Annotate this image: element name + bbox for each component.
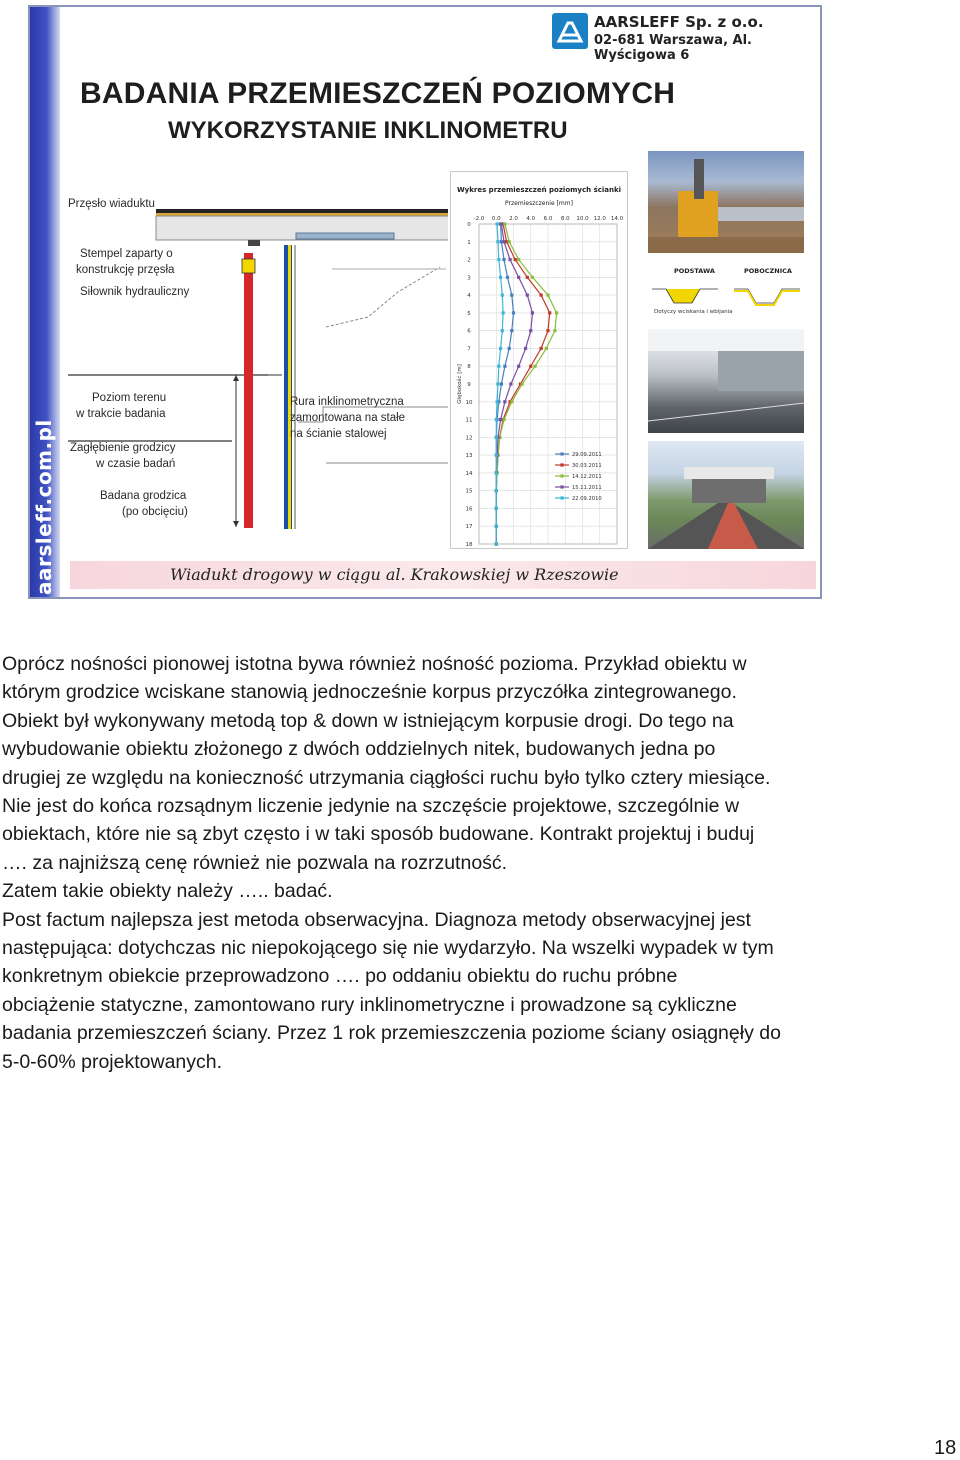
label-pipe-line3: na ścianie stalowej bbox=[290, 428, 387, 440]
x-tick-label: -2.0 bbox=[473, 216, 485, 222]
body-text bbox=[2, 650, 932, 1076]
data-point bbox=[524, 347, 527, 350]
y-tick-label: 10 bbox=[465, 399, 473, 406]
label-pipe-line1: Rura inklinometryczna bbox=[290, 396, 404, 408]
data-point bbox=[503, 365, 506, 368]
data-point bbox=[495, 418, 498, 421]
y-tick-label: 3 bbox=[467, 275, 471, 282]
bearing-block bbox=[248, 240, 260, 246]
data-point bbox=[495, 525, 498, 528]
data-point bbox=[531, 311, 534, 314]
text-line: konkretnym obiekcie przeprowadzono …. po oddaniu obiektu do ruchu próbne bbox=[2, 965, 678, 988]
data-point bbox=[508, 258, 511, 261]
y-tick-label: 12 bbox=[465, 435, 473, 442]
y-axis-label: Głębokość [m] bbox=[457, 364, 463, 404]
x-tick-label: 4.0 bbox=[526, 216, 536, 222]
label-prop-line1: Stempel zaparty o bbox=[80, 248, 173, 260]
data-point bbox=[502, 418, 505, 421]
label-embed-line2: w czasie badań bbox=[96, 458, 176, 470]
text-line: Nie jest do końca rozsądnym liczenie jedynie na szczęście projektowe, szczególnie w bbox=[2, 795, 740, 818]
data-point bbox=[510, 400, 513, 403]
y-tick-label: 1 bbox=[467, 239, 471, 246]
text-line: badania przemieszczeń ściany. Przez 1 rok przemieszczenia poziome ściany osiągnęły do bbox=[2, 1022, 781, 1045]
data-point bbox=[517, 258, 520, 261]
data-point bbox=[497, 365, 500, 368]
data-point bbox=[501, 329, 504, 332]
photo-pile-driving-rig bbox=[648, 151, 804, 253]
y-tick-label: 0 bbox=[467, 222, 471, 228]
data-point bbox=[509, 382, 512, 385]
label-jack: Siłownik hydrauliczny bbox=[80, 286, 190, 298]
data-point bbox=[496, 400, 499, 403]
legend-marker bbox=[560, 452, 563, 455]
label-ground-line1: Poziom terenu bbox=[92, 392, 167, 404]
y-tick-label: 15 bbox=[465, 488, 473, 495]
data-point bbox=[506, 276, 509, 279]
company-name: AARSLEFF Sp. z o.o. bbox=[594, 13, 764, 31]
y-tick-label: 6 bbox=[467, 328, 471, 335]
data-point bbox=[526, 294, 529, 297]
text-line: Zatem takie obiekty należy ….. badać. bbox=[2, 880, 333, 903]
data-point bbox=[495, 489, 498, 492]
temporary-strut bbox=[296, 233, 394, 239]
legend-entry: 22.09.2010 bbox=[572, 496, 602, 502]
data-point bbox=[545, 347, 548, 350]
data-point bbox=[546, 329, 549, 332]
text-line: Obiekt był wykonywany metodą top & down w istniejącym korpusie drogi. Do tego na bbox=[2, 709, 734, 732]
data-point bbox=[529, 365, 532, 368]
text-line: obciążenie statyczne, zamontowano rury inklinometryczne i prowadzone są cykliczne bbox=[2, 993, 737, 1016]
text-line: …. za najniższą cenę również nie pozwala na rozrzutność. bbox=[2, 851, 508, 874]
label-pipe-line2: zamontowana na stałe bbox=[290, 412, 406, 424]
inclinometer-chart bbox=[450, 171, 628, 549]
slide-title: BADANIA PRZEMIESZCZEŃ POZIOMYCH bbox=[80, 77, 676, 110]
photo-underpass-interior bbox=[648, 329, 804, 433]
hydraulic-jack bbox=[242, 259, 255, 273]
data-point bbox=[496, 240, 499, 243]
data-point bbox=[495, 542, 498, 545]
label-pile-line2: (po obcięciu) bbox=[122, 506, 188, 518]
site-url-vertical: aarsleff.com.pl bbox=[32, 419, 56, 595]
data-point bbox=[495, 471, 498, 474]
y-tick-label: 14 bbox=[465, 470, 473, 477]
label-pile-line1: Badana grodzica bbox=[100, 490, 187, 502]
text-line: którym grodzice wciskane stanowią jednocześnie korpus przyczółka zintegrowanego. bbox=[2, 681, 737, 704]
slide-subtitle: WYKORZYSTANIE INKLINOMETRU bbox=[168, 117, 568, 144]
y-tick-label: 4 bbox=[467, 293, 471, 300]
x-tick-label: 6.0 bbox=[543, 216, 553, 222]
data-point bbox=[510, 294, 513, 297]
text-line: Post factum najlepsza jest metoda obserwacyjna. Diagnoza metody obserwacyjnej jest bbox=[2, 908, 751, 931]
data-point bbox=[531, 276, 534, 279]
text-line: obiektach, które nie są zbyt często i w taki sposób budowane. Kontrakt projektuj i buduj bbox=[2, 823, 755, 846]
legend-marker bbox=[560, 496, 563, 499]
abutment-cross-section-diagram bbox=[68, 167, 448, 537]
chart-title: Wykres przemieszczeń poziomych ścianki bbox=[456, 186, 622, 194]
data-point bbox=[501, 294, 504, 297]
data-point bbox=[503, 222, 506, 225]
bridge-deck-top bbox=[156, 209, 448, 213]
label-ground-line2: w trakcie badania bbox=[76, 408, 166, 420]
data-point bbox=[508, 347, 511, 350]
data-point bbox=[495, 507, 498, 510]
sheet-pile-profile-icon bbox=[648, 283, 804, 309]
data-point bbox=[529, 329, 532, 332]
data-point bbox=[495, 436, 498, 439]
sheet-pile-caption: Dotyczy wciskania i wbijania bbox=[654, 309, 733, 315]
data-point bbox=[555, 311, 558, 314]
data-point bbox=[546, 294, 549, 297]
legend-entry: 15.11.2011 bbox=[572, 485, 602, 491]
data-point bbox=[526, 276, 529, 279]
chart-x-axis-title: Przemieszczenie [mm] bbox=[505, 200, 573, 207]
x-tick-label: 10.0 bbox=[576, 216, 589, 222]
slide-caption: Wiadukt drogowy w ciągu al. Krakowskiej w Rzeszowie bbox=[170, 565, 619, 584]
data-point bbox=[502, 240, 505, 243]
data-point bbox=[512, 311, 515, 314]
y-tick-label: 13 bbox=[465, 453, 473, 460]
y-tick-label: 17 bbox=[465, 524, 473, 531]
legend-entry: 14.12.2011 bbox=[572, 474, 602, 480]
legend-marker bbox=[560, 474, 563, 477]
legend-entry: 30.03.2011 bbox=[572, 463, 602, 469]
data-point bbox=[502, 311, 505, 314]
x-tick-label: 2.0 bbox=[509, 216, 518, 222]
y-tick-label: 2 bbox=[467, 257, 471, 264]
label-bridge-span: Przęsło wiaduktu bbox=[68, 198, 155, 210]
text-line: następująca: dotychczas nic niepokojącego się nie wydarzyło. Na wszelki wypadek w tym bbox=[2, 937, 774, 960]
text-line: 5-0-60% projektowanych. bbox=[2, 1050, 223, 1073]
data-point bbox=[533, 365, 536, 368]
data-point bbox=[517, 365, 520, 368]
data-point bbox=[500, 382, 503, 385]
data-point bbox=[540, 294, 543, 297]
data-point bbox=[496, 382, 499, 385]
photo-viaduct-road bbox=[648, 441, 804, 549]
data-point bbox=[521, 382, 524, 385]
data-point bbox=[497, 258, 500, 261]
x-tick-label: 0.0 bbox=[491, 216, 501, 222]
x-tick-label: 8.0 bbox=[560, 216, 570, 222]
page-number: 18 bbox=[934, 1437, 957, 1459]
text-line: wybudowanie obiektu złożonego z dwóch oddzielnych nitek, budowanych jedna po bbox=[2, 738, 716, 761]
data-point bbox=[499, 276, 502, 279]
company-address: 02-681 Warszawa, Al. Wyścigowa 6 bbox=[594, 33, 752, 63]
data-point bbox=[496, 222, 499, 225]
label-sheet-side: POBOCZNICA bbox=[744, 267, 792, 275]
data-point bbox=[499, 418, 502, 421]
y-tick-label: 9 bbox=[467, 382, 471, 388]
slope-line bbox=[326, 267, 440, 327]
y-tick-label: 16 bbox=[465, 506, 473, 513]
inclinometer-pipe bbox=[288, 245, 291, 529]
x-tick-label: 12.0 bbox=[593, 216, 606, 222]
y-tick-label: 5 bbox=[467, 310, 471, 317]
chart-plot-area bbox=[451, 172, 629, 550]
data-point bbox=[499, 347, 502, 350]
data-point bbox=[517, 276, 520, 279]
data-point bbox=[495, 454, 498, 457]
hydraulic-prop-red bbox=[244, 253, 253, 528]
legend-entry: 29.09.2011 bbox=[572, 452, 602, 458]
data-point bbox=[503, 400, 506, 403]
text-line: Oprócz nośności pionowej istotna bywa również nośność pozioma. Przykład obiektu w bbox=[2, 653, 747, 675]
legend-marker bbox=[560, 463, 563, 466]
label-sheet-base: PODSTAWA bbox=[674, 267, 715, 275]
label-embed-line1: Zagłębienie grodzicy bbox=[70, 442, 176, 454]
text-line: drugiej ze względu na konieczność utrzymania ciągłości ruchu było tylko cztery miesiące. bbox=[2, 766, 771, 789]
data-point bbox=[502, 258, 505, 261]
presentation-slide bbox=[28, 5, 822, 599]
data-point bbox=[508, 240, 511, 243]
data-point bbox=[514, 258, 517, 261]
data-point bbox=[500, 222, 503, 225]
label-prop-line2: konstrukcję przęsła bbox=[76, 264, 175, 276]
y-tick-label: 7 bbox=[467, 346, 471, 353]
data-point bbox=[510, 329, 513, 332]
y-tick-label: 11 bbox=[465, 417, 473, 424]
data-point bbox=[553, 329, 556, 332]
y-tick-label: 8 bbox=[467, 364, 471, 371]
data-point bbox=[540, 347, 543, 350]
company-logo-icon bbox=[552, 13, 588, 49]
x-tick-label: 14.0 bbox=[610, 216, 624, 222]
data-point bbox=[548, 311, 551, 314]
legend-marker bbox=[560, 485, 563, 488]
y-tick-label: 18 bbox=[465, 542, 473, 548]
